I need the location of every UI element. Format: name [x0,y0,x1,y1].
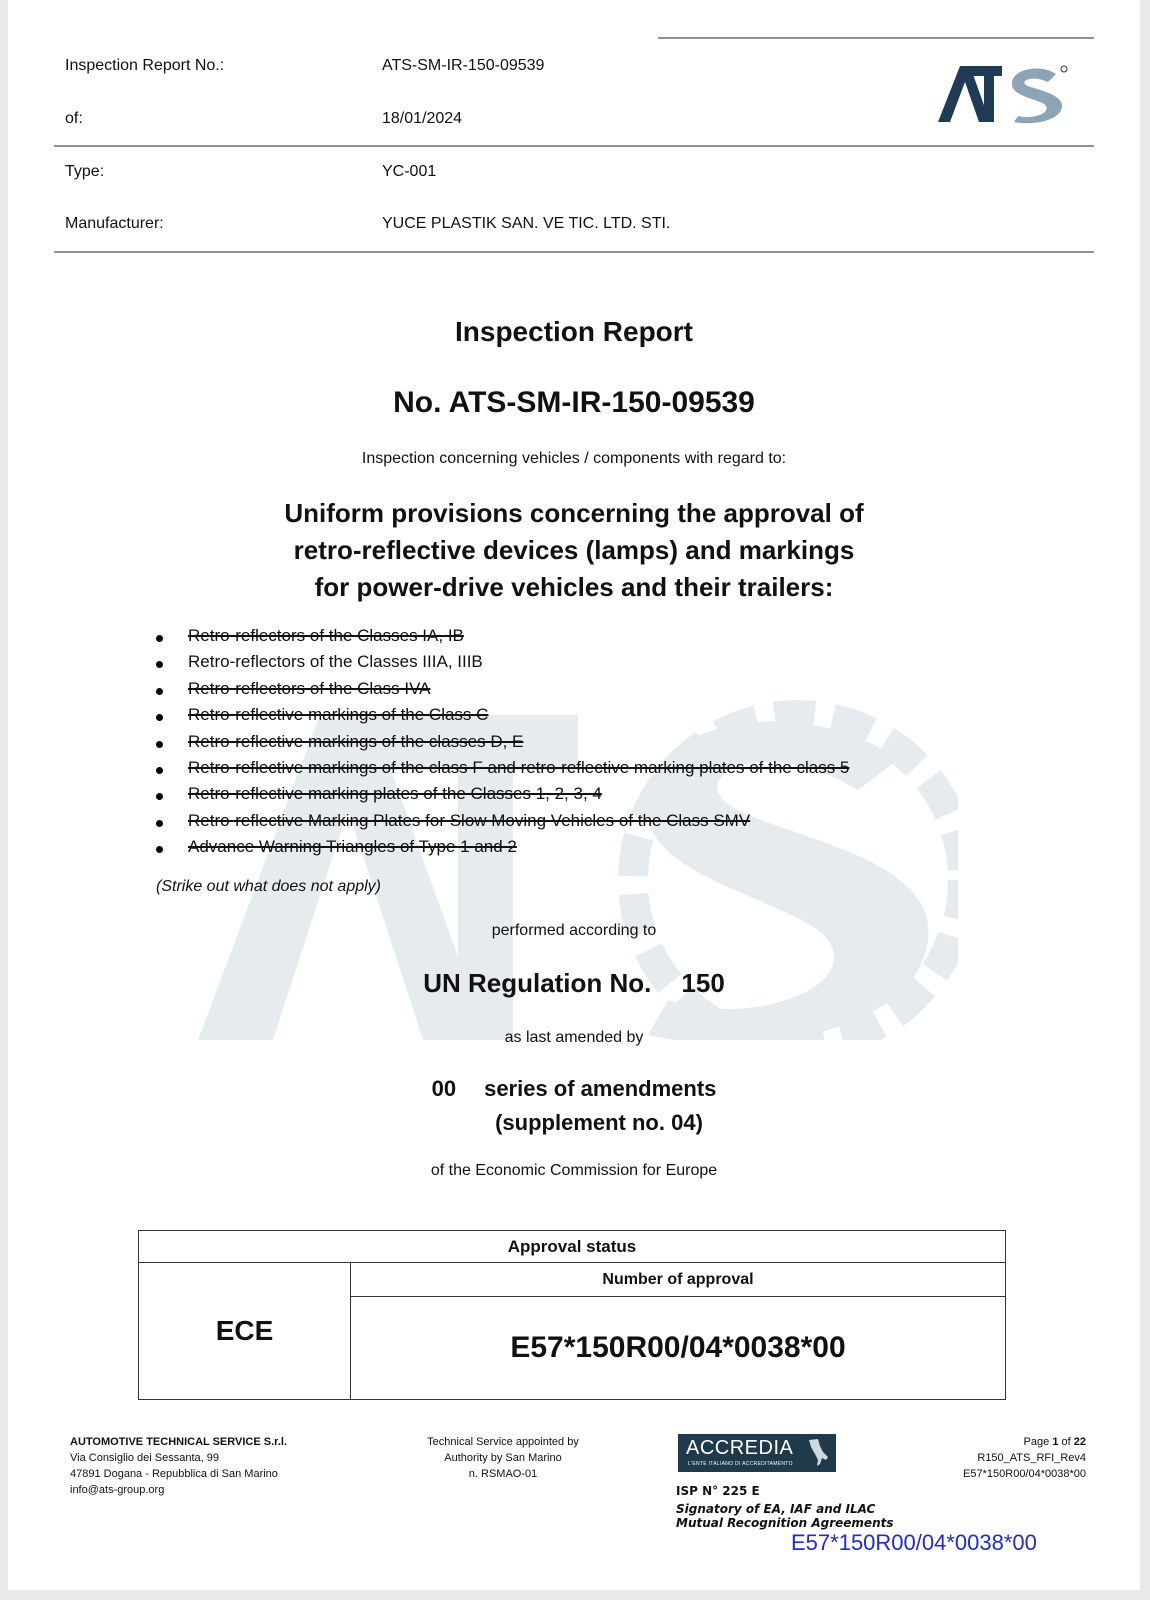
header-rule-1 [54,145,1094,147]
appointment-block [398,1434,608,1482]
company-email: info@ats-group.org [70,1484,165,1496]
company-block [70,1434,287,1498]
manufacturer-label: Manufacturer: [65,215,164,232]
appointed-line-1: Technical Service appointed by [427,1436,579,1448]
list-item: Retro-reflective markings of the class F and retro-reflective marking plates of the class 5 [148,758,849,784]
report-no-label: Inspection Report No.: [65,57,225,74]
accredia-subtitle: L'ENTE ITALIANO DI ACCREDITAMENTO [688,1461,793,1467]
page-of: of [1061,1436,1071,1448]
number-of-approval-heading: Number of approval [351,1263,1006,1297]
signatory-line-2: Mutual Recognition Agreements [676,1516,894,1530]
italy-map-icon [806,1438,830,1468]
ece-cell: ECE [139,1263,351,1400]
subject-line-3: for power-drive vehicles and their trailers: [314,572,834,602]
header-top-rule [658,37,1094,39]
list-item: Retro-reflectors of the Classes IA, IB [148,626,849,652]
list-item: Retro-reflectors of the Classes IIIA, IIIB [148,652,849,678]
page-indicator [963,1434,1086,1450]
subject-line-1: Uniform provisions concerning the approval of [284,498,864,528]
ats-logo [938,64,1070,124]
list-item: Retro-reflective marking plates of the Classes 1, 2, 3, 4 [148,784,849,810]
page-number: 1 [1052,1436,1059,1448]
regulation-label: UN Regulation No. [423,968,652,998]
report-heading: Inspection Report [454,316,693,347]
company-address-2: 47891 Dogana - Repubblica di San Marino [70,1468,278,1480]
approval-number-stamp: E57*150R00/04*0038*00 [791,1530,1037,1555]
approval-reference: E57*150R00/04*0038*00 [963,1468,1086,1480]
of-date-value: 18/01/2024 [382,110,463,127]
page-info-block [963,1434,1086,1482]
list-item: Retro-reflectors of the Class IVA [148,679,849,705]
series-line [8,1076,1140,1102]
isp-number: ISP N° 225 E [676,1484,760,1498]
performed-label: performed according to [491,922,657,939]
commission-label: of the Economic Commission for Europe [430,1162,718,1179]
amended-by-label: as last amended by [504,1029,644,1046]
document-page [8,0,1140,1590]
company-address-1: Via Consiglio dei Sessanta, 99 [70,1452,220,1464]
accreditation-block [676,1484,894,1530]
regulation-number: 150 [681,968,725,998]
list-item: Advance Warning Triangles of Type 1 and 2 [148,837,849,863]
signatory-line-1: Signatory of EA, IAF and ILAC [676,1502,876,1516]
approval-number: E57*150R00/04*0038*00 [351,1297,1006,1400]
of-label: of: [65,110,83,127]
inspection-intro: Inspection concerning vehicles / components with regard to: [361,450,787,467]
regulation-line [8,968,1140,999]
appointed-line-3: n. RSMAO-01 [468,1468,538,1480]
appointed-line-2: Authority by San Marino [444,1452,562,1464]
accredia-name: ACCREDIA [686,1437,794,1459]
series-number: 00 [431,1076,457,1101]
list-item: Retro-reflective markings of the Class C [148,705,849,731]
strike-note: (Strike out what does not apply) [156,878,382,895]
supplement-label: (supplement no. 04) [495,1110,703,1135]
list-item: Retro-reflective Marking Plates for Slow Moving Vehicles of the Class SMV [148,811,849,837]
type-value: YC-001 [382,163,437,180]
report-number: No. ATS-SM-IR-150-09539 [393,386,755,419]
page-total: 22 [1073,1436,1086,1448]
company-name: AUTOMOTIVE TECHNICAL SERVICE S.r.l. [70,1436,287,1448]
device-class-list [148,626,849,864]
approval-status-table [138,1230,1006,1400]
subject-line-2: retro-reflective devices (lamps) and markings [293,535,855,565]
page-prefix: Page [1023,1436,1050,1448]
list-item: Retro-reflective markings of the classes D, E [148,732,849,758]
report-no-value: ATS-SM-IR-150-09539 [382,57,545,74]
series-label: series of amendments [484,1076,717,1101]
header-rule-2 [54,251,1094,253]
accredia-logo [678,1434,836,1472]
approval-status-heading: Approval status [139,1231,1006,1263]
type-label: Type: [65,163,105,180]
doc-reference: R150_ATS_RFI_Rev4 [977,1452,1086,1464]
manufacturer-value: YUCE PLASTIK SAN. VE TIC. LTD. STI. [382,215,671,232]
